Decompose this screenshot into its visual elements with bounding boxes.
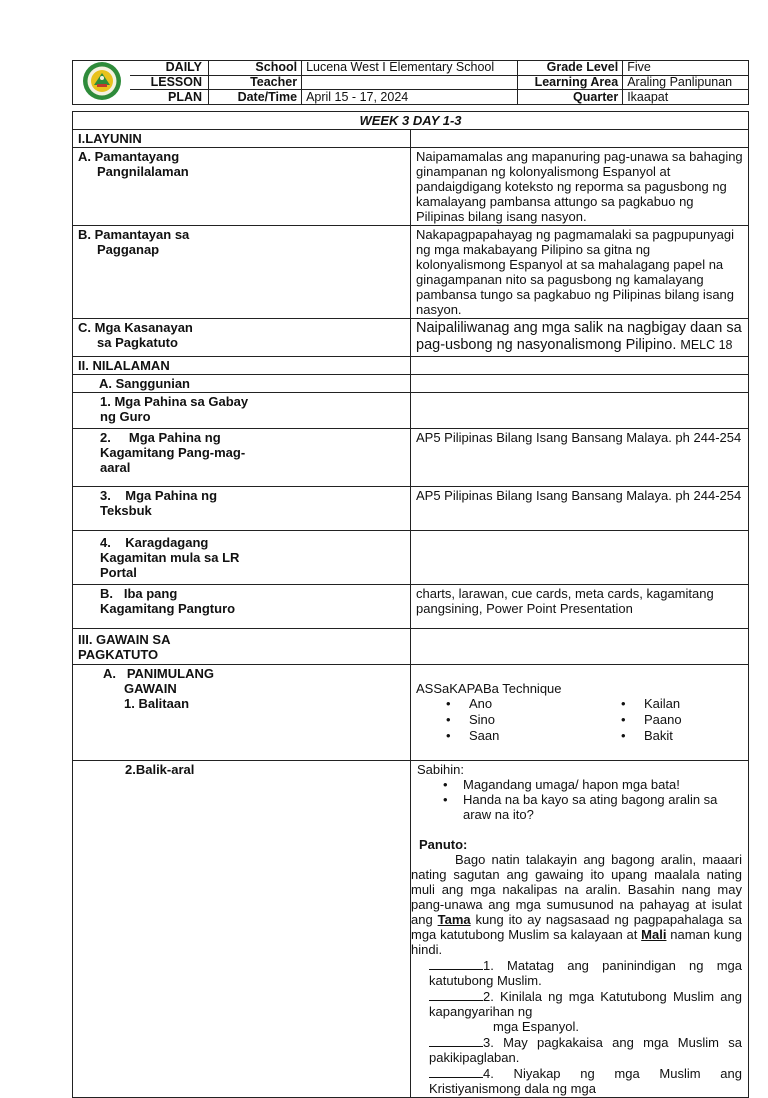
lr-label-1: 4. Karagdagang bbox=[100, 535, 209, 550]
date-label: Date/Time bbox=[209, 90, 302, 105]
answer-blank[interactable] bbox=[429, 1065, 483, 1078]
teksbuk-text: AP5 Pilipinas Bilang Isang Bansang Malaya. ph 244-254 bbox=[411, 487, 749, 531]
nilalaman-heading: II. NILALAMAN bbox=[73, 357, 411, 375]
sanggunian-label: A. Sanggunian bbox=[73, 375, 411, 393]
gawain-blank bbox=[411, 629, 749, 665]
lr-label bbox=[73, 531, 411, 585]
iba-label-1: B. Iba pang bbox=[100, 586, 178, 601]
sanggunian-blank bbox=[411, 375, 749, 393]
kagamitan-text: AP5 Pilipinas Bilang Isang Bansang Malaya. ph 244-254 bbox=[411, 429, 749, 487]
grade-label: Grade Level bbox=[517, 61, 622, 76]
greeting-item: • Handa na ba kayo sa ating bagong aralin sa araw na ito? bbox=[443, 792, 742, 822]
kasanayan-cell bbox=[411, 319, 749, 357]
technique-title: ASSaKAPABa Technique bbox=[416, 681, 562, 696]
lr-blank bbox=[411, 531, 749, 585]
kasanayan-text: Naipaliliwanag ang mga salik na nagbigay daan sa pag-usbong ng nasyonalismong Pilipino. bbox=[416, 320, 742, 353]
dlp-title-3: PLAN bbox=[130, 90, 208, 105]
gawain-heading bbox=[73, 629, 411, 665]
header-table bbox=[72, 60, 749, 105]
quiz-item-text: 2. Kinilala ng mga Katutubong Muslim ang kapangyarihan ng bbox=[429, 989, 742, 1019]
kagamitan-label bbox=[73, 429, 411, 487]
kagamitan-label-3: aaral bbox=[100, 460, 131, 475]
quiz-item-text: 1. Matatag ang paninindigan ng mga katutubong Muslim. bbox=[429, 958, 742, 988]
lesson-table bbox=[72, 111, 749, 1098]
pamantayang-label-1: A. Pamantayang bbox=[78, 149, 180, 164]
gabay-label bbox=[73, 393, 411, 429]
panimula-label bbox=[73, 665, 411, 761]
technique-item: • Kailan bbox=[619, 696, 768, 711]
iba-label-2: Kagamitang Pangturo bbox=[100, 601, 236, 616]
technique-item: • Sino bbox=[444, 712, 619, 727]
technique-item: • Bakit bbox=[619, 728, 768, 743]
kasanayan-label bbox=[73, 319, 411, 357]
school-seal-icon bbox=[80, 61, 124, 101]
sabihin-label: Sabihin: bbox=[417, 762, 464, 777]
school-seal-cell bbox=[73, 61, 131, 105]
area-value: Araling Panlipunan bbox=[623, 75, 749, 90]
dlp-title-2: LESSON bbox=[130, 75, 208, 90]
kasanayan-label-2: sa Pagkatuto bbox=[97, 335, 178, 350]
pagganap-text: Nakapagpapahayag ng pagmamalaki sa pagpupunyagi ng mga makabayang Pilipino sa gitna ng kolonyalismong Espanyol at sa mahalagang papel na ginagampanan nito sa pagusbong ng kamalayang pambansa tungo sa pagkabuo ng Pilipinas bilang isang nasyon. bbox=[411, 226, 749, 319]
area-label: Learning Area bbox=[517, 75, 622, 90]
technique-item: • Ano bbox=[444, 696, 619, 711]
panuto-text bbox=[411, 852, 742, 957]
pamantayang-text: Naipamamalas ang mapanuring pag-unawa sa bahaging ginampanan ng kolonyalismong Espanyol at pandaigdigang koteksto ng reporma sa pagusbong ng kamalayang pambansa attungo sa pagkabuo ng Pilipinas bilang isang nasyon. bbox=[411, 148, 749, 226]
school-value: Lucena West I Elementary School bbox=[302, 61, 518, 76]
technique-item: • Paano bbox=[619, 712, 768, 727]
layunin-heading: I.LAYUNIN bbox=[73, 130, 411, 148]
balik-aral-label: 2.Balik-aral bbox=[73, 761, 411, 1098]
greeting-list bbox=[417, 777, 742, 822]
quiz-item-text: 3. May pagkakaisa ang mga Muslim sa pakikipaglaban. bbox=[429, 1035, 742, 1065]
panuto-text-2: kung ito ay nagsasaad ng pagpapahalaga sa mga katutubong Muslim sa kalayaan at bbox=[411, 912, 742, 942]
grade-value: Five bbox=[623, 61, 749, 76]
answer-blank[interactable] bbox=[429, 988, 483, 1001]
greeting-item: • Magandang umaga/ hapon mga bata! bbox=[443, 777, 742, 792]
pagganap-label-2: Pagganap bbox=[97, 242, 160, 257]
quiz-item-1 bbox=[417, 957, 742, 988]
panimula-label-1: A. PANIMULANG bbox=[103, 666, 214, 681]
kasanayan-label-1: C. Mga Kasanayan bbox=[78, 320, 193, 335]
technique-list bbox=[444, 696, 743, 743]
panimula-label-3: 1. Balitaan bbox=[124, 696, 190, 711]
week-heading: WEEK 3 DAY 1-3 bbox=[73, 112, 749, 130]
teksbuk-label bbox=[73, 487, 411, 531]
layunin-blank bbox=[411, 130, 749, 148]
quarter-label: Quarter bbox=[517, 90, 622, 105]
pagganap-label-1: B. Pamantayan sa bbox=[78, 227, 190, 242]
panuto-text-3: naman kung hindi. bbox=[411, 927, 742, 957]
answer-blank[interactable] bbox=[429, 1034, 483, 1047]
panimula-cell bbox=[411, 665, 749, 761]
pamantayang-label bbox=[73, 148, 411, 226]
kagamitan-label-1: 2. Mga Pahina ng bbox=[100, 430, 221, 445]
teksbuk-label-2: Teksbuk bbox=[100, 503, 152, 518]
quiz-item-3 bbox=[417, 1034, 742, 1065]
tama-keyword: Tama bbox=[437, 912, 471, 927]
gabay-label-1: 1. Mga Pahina sa Gabay bbox=[100, 394, 249, 409]
iba-label bbox=[73, 585, 411, 629]
kagamitan-label-2: Kagamitang Pang-mag- bbox=[100, 445, 246, 460]
technique-item: • Saan bbox=[444, 728, 619, 743]
gawain-heading-1: III. GAWAIN SA bbox=[78, 632, 171, 647]
gabay-label-2: ng Guro bbox=[100, 409, 151, 424]
panimula-label-2: GAWAIN bbox=[124, 681, 177, 696]
mali-keyword: Mali bbox=[641, 927, 667, 942]
lr-label-3: Portal bbox=[100, 565, 137, 580]
quiz-item-text: 4. Niyakap ng mga Muslim ang Kristiyanismong dala ng mga bbox=[429, 1066, 742, 1096]
teacher-label: Teacher bbox=[209, 75, 302, 90]
gabay-blank bbox=[411, 393, 749, 429]
quiz-item-4 bbox=[417, 1065, 742, 1096]
quiz-item-2 bbox=[417, 988, 742, 1034]
pagganap-label bbox=[73, 226, 411, 319]
gawain-heading-2: PAGKATUTO bbox=[78, 647, 159, 662]
teksbuk-label-1: 3. Mga Pahina ng bbox=[100, 488, 218, 503]
nilalaman-blank bbox=[411, 357, 749, 375]
pamantayang-label-2: Pangnilalaman bbox=[97, 164, 189, 179]
date-value: April 15 - 17, 2024 bbox=[302, 90, 518, 105]
school-label: School bbox=[209, 61, 302, 76]
quiz-item-text-cont: mga Espanyol. bbox=[493, 1019, 579, 1034]
lr-label-2: Kagamitan mula sa LR bbox=[100, 550, 240, 565]
teacher-value bbox=[302, 75, 518, 90]
panuto-label: Panuto: bbox=[419, 837, 468, 852]
answer-blank[interactable] bbox=[429, 957, 483, 970]
balik-aral-cell bbox=[411, 761, 749, 1098]
dlp-title-1: DAILY bbox=[130, 61, 208, 76]
quarter-value: Ikaapat bbox=[623, 90, 749, 105]
panuto-text-1: Bago natin talakayin ang bagong aralin, maaari nating sagutan ang gawaing ito upang maalala nating muli ang mga nakalipas na aralin. Basahin nang may pang-unawa ang mga sumusunod na pahayag at isulat ang bbox=[411, 852, 742, 927]
melc-code: MELC 18 bbox=[680, 338, 733, 352]
iba-text: charts, larawan, cue cards, meta cards, kagamitang pangsining, Power Point Presentation bbox=[411, 585, 749, 629]
